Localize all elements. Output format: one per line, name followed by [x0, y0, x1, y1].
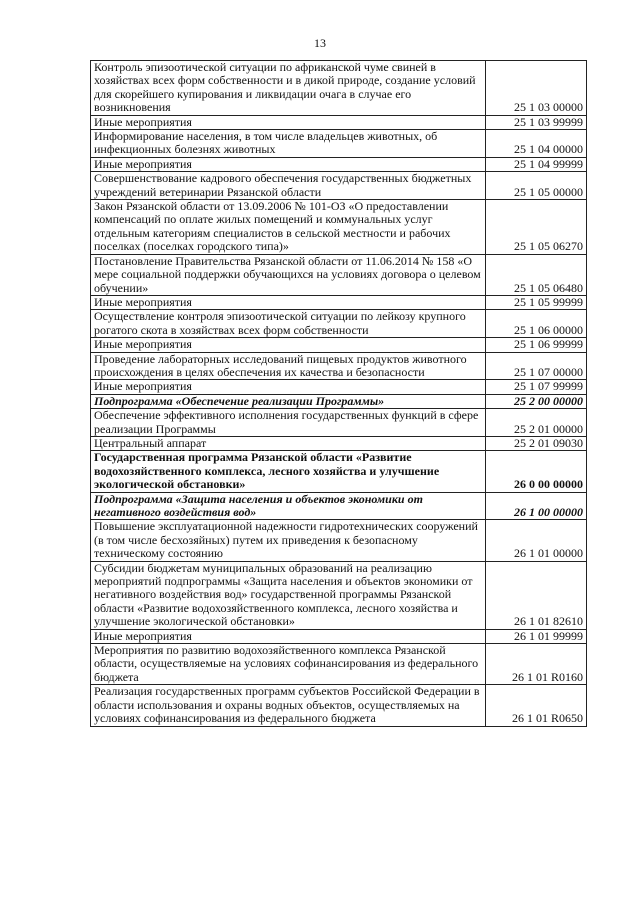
table-row: [91, 130, 587, 158]
row-code-cell: 25 1 06 00000: [486, 310, 587, 338]
row-name-cell: Проведение лабораторных исследований пищевых продуктов животного происхождения в целях обеспечения их качества и безопасности: [91, 352, 486, 380]
table-row: [91, 451, 587, 492]
row-name-cell: Центральный аппарат: [91, 436, 486, 450]
table-row: [91, 115, 587, 129]
row-name-cell: Осуществление контроля эпизоотической ситуации по лейкозу крупного рогатого скота в хозяйствах всех форм собственности: [91, 310, 486, 338]
row-name-cell: Контроль эпизоотической ситуации по африканской чуме свиней в хозяйствах всех форм собственности и в дикой природе, создание условий для скорейшего купирования и ликвидации очага в случае его возникновения: [91, 61, 486, 116]
page-number: 13: [314, 36, 326, 50]
row-code-cell: 25 1 05 00000: [486, 172, 587, 200]
table-row: [91, 409, 587, 437]
table-row: [91, 295, 587, 309]
row-code-cell: 25 1 04 99999: [486, 157, 587, 171]
budget-classification-table: [90, 60, 587, 727]
row-code-cell: 26 1 00 00000: [486, 492, 587, 520]
row-code-cell: 26 1 01 00000: [486, 520, 587, 561]
row-code-cell: 25 1 07 99999: [486, 380, 587, 394]
row-code-cell: 25 2 00 00000: [486, 394, 587, 408]
row-code-cell: 26 1 01 82610: [486, 561, 587, 629]
row-name-cell: Иные мероприятия: [91, 380, 486, 394]
row-name-cell: Государственная программа Рязанской области «Развитие водохозяйственного комплекса, лесного хозяйства и улучшение экологической обстановки»: [91, 451, 486, 492]
row-name-cell: Подпрограмма «Защита населения и объектов экономики от негативного воздействия вод»: [91, 492, 486, 520]
row-name-cell: Обеспечение эффективного исполнения государственных функций в сфере реализации Программы: [91, 409, 486, 437]
row-name-cell: Иные мероприятия: [91, 338, 486, 352]
row-code-cell: 26 1 01 R0160: [486, 644, 587, 685]
row-code-cell: 26 0 00 00000: [486, 451, 587, 492]
row-code-cell: 25 1 06 99999: [486, 338, 587, 352]
row-name-cell: Иные мероприятия: [91, 157, 486, 171]
table-row: [91, 310, 587, 338]
row-code-cell: 26 1 01 99999: [486, 629, 587, 643]
row-name-cell: Закон Рязанской области от 13.09.2006 № 101-ОЗ «О предоставлении компенсаций по оплате жилых помещений и коммунальных услуг отдельным категориям специалистов в сельской местности и рабочих поселках (поселках городского типа)»: [91, 200, 486, 255]
table-row: [91, 394, 587, 408]
row-code-cell: 25 1 03 99999: [486, 115, 587, 129]
row-name-cell: Иные мероприятия: [91, 295, 486, 309]
table-body: [91, 61, 587, 727]
table-row: [91, 380, 587, 394]
table-row: [91, 629, 587, 643]
row-code-cell: 25 1 03 00000: [486, 61, 587, 116]
row-code-cell: 26 1 01 R0650: [486, 685, 587, 726]
row-code-cell: 25 1 05 06480: [486, 254, 587, 295]
row-name-cell: Иные мероприятия: [91, 115, 486, 129]
table-row: [91, 352, 587, 380]
row-name-cell: Подпрограмма «Обеспечение реализации Программы»: [91, 394, 486, 408]
row-code-cell: 25 2 01 09030: [486, 436, 587, 450]
row-name-cell: Мероприятия по развитию водохозяйственного комплекса Рязанской области, осуществляемые на условиях софинансирования из федерального бюджета: [91, 644, 486, 685]
table-row: [91, 254, 587, 295]
row-name-cell: Постановление Правительства Рязанской области от 11.06.2014 № 158 «О мере социальной поддержки обучающихся на условиях договора о целевом обучении»: [91, 254, 486, 295]
row-code-cell: 25 1 05 99999: [486, 295, 587, 309]
table-row: [91, 61, 587, 116]
row-code-cell: 25 1 04 00000: [486, 130, 587, 158]
table-row: [91, 338, 587, 352]
table-row: [91, 561, 587, 629]
table-row: [91, 492, 587, 520]
table-row: [91, 520, 587, 561]
table-row: [91, 157, 587, 171]
table-row: [91, 200, 587, 255]
row-name-cell: Совершенствование кадрового обеспечения государственных бюджетных учреждений ветеринарии Рязанской области: [91, 172, 486, 200]
row-code-cell: 25 2 01 00000: [486, 409, 587, 437]
row-name-cell: Реализация государственных программ субъектов Российской Федерации в области использования и охраны водных объектов, осуществляемых на условиях софинансирования из федерального бюджета: [91, 685, 486, 726]
row-name-cell: Информирование населения, в том числе владельцев животных, об инфекционных болезнях животных: [91, 130, 486, 158]
table-row: [91, 644, 587, 685]
row-name-cell: Повышение эксплуатационной надежности гидротехнических сооружений (в том числе бесхозяйных) путем их приведения к безопасному техническому состоянию: [91, 520, 486, 561]
row-code-cell: 25 1 07 00000: [486, 352, 587, 380]
table-row: [91, 172, 587, 200]
row-code-cell: 25 1 05 06270: [486, 200, 587, 255]
row-name-cell: Иные мероприятия: [91, 629, 486, 643]
table-row: [91, 685, 587, 726]
row-name-cell: Субсидии бюджетам муниципальных образований на реализацию мероприятий подпрограммы «Защита населения и объектов экономики от негативного воздействия вод» государственной программы Рязанской области «Развитие водохозяйственного комплекса, лесного хозяйства и улучшение экологической обстановки»: [91, 561, 486, 629]
table-row: [91, 436, 587, 450]
